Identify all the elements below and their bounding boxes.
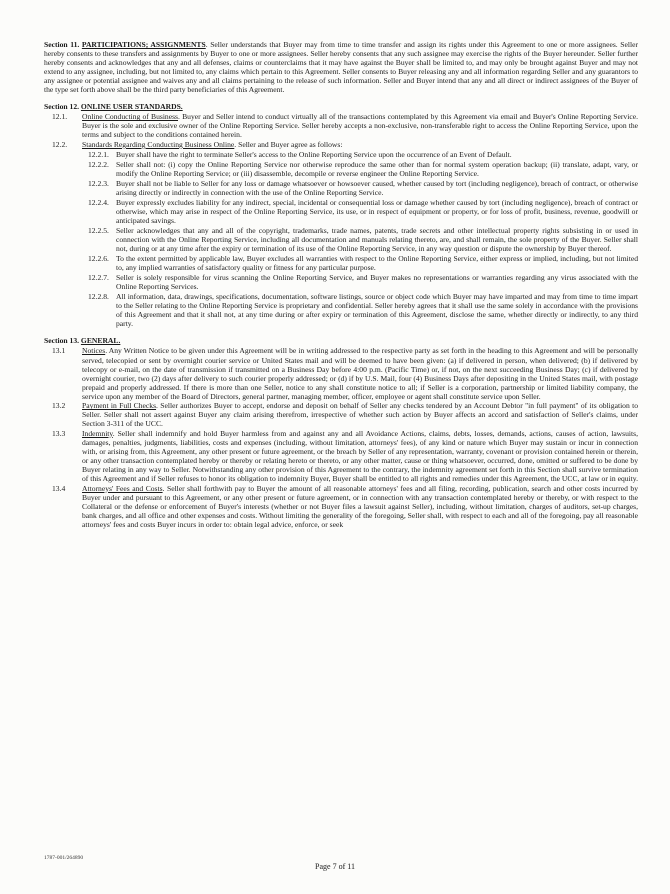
clause-text: . Seller shall indemnify and hold Buyer harmless from and against any and all Avoidance Actions, claims, debts, losses, demands, actions, causes of action, lawsuits, damages, penalties, judgments, liabilities, costs and expenses (including, without limitation, attorneys' fees), of any kind or nature which Buyer may sustain or incur in connection with, or arising from, this Agreement, any other present or future agreement, or the breach by Seller of any representation, warranty, covenant or provision contained herein or therein, or any other transaction contemplated hereby or thereby or relating hereto or thereto, or any other matter, cause or thing whatsoever, occurred, done, omitted or suffered to be done by Buyer relating in any way to Seller. Notwithstanding any other provision of this Agreement to the contrary, the indemnity agreement set forth in this Section shall survive termination of this Agreement and if Seller refuses to honor its obligation to indemnity Buyer, Buyer shall be entitled to all rights and remedies under this Agreement, the UCC, at law or in equity. <box>82 428 638 484</box>
section-13-label: Section 13. <box>44 336 80 346</box>
subclause-number: 12.2.4. <box>88 197 109 207</box>
clause-number: 13.4 <box>52 483 66 493</box>
subclause-number: 12.2.5. <box>88 225 109 235</box>
clause-13-3 <box>44 429 638 483</box>
subclause-text: Seller is solely responsible for virus scanning the Online Reporting Service, and Buyer makes no representations or warranties regarding any virus associated with the Online Reporting Services. <box>116 273 638 292</box>
subclause <box>82 179 638 197</box>
clause-text: . Buyer and Seller intend to conduct virtually all of the transactions contemplated by this Agreement via email and Buyer's Online Reporting Service. Buyer is the sole and exclusive owner of the Online Reporting Service. Seller hereby accepts a non-exclusive, non-transferable right to access the Online Reporting Service, upon the terms and subject to the conditions contained herein. <box>82 112 638 140</box>
section-12-label: Section 12. <box>44 102 80 112</box>
section-11-label: Section 11. <box>44 40 80 49</box>
clause-12-1 <box>44 112 638 139</box>
clause-number: 13.1 <box>52 346 66 356</box>
section-13-heading <box>44 336 638 345</box>
subclause-number: 12.2.2. <box>88 159 109 169</box>
section-11-title: PARTICIPATIONS; ASSIGNMENTS <box>81 40 206 49</box>
subclause <box>82 198 638 225</box>
subclause-text: Buyer shall have the right to terminate Seller's access to the Online Reporting Service upon the occurrence of an Event of Default. <box>116 149 512 159</box>
subclause-text: Buyer shall not be liable to Seller for any loss or damage whatsoever or howsoever caused, whether caused by tort (including negligence), breach of contract, or otherwise arising directly or indirectly in connection with the use of the Online Reporting Service. <box>116 178 638 197</box>
subclause-number: 12.2.3. <box>88 178 109 188</box>
clause-number: 12.1. <box>52 112 68 122</box>
clause-heading: Attorneys' Fees and Costs <box>82 483 163 493</box>
subclause-number: 12.2.8. <box>88 292 109 302</box>
subclause <box>82 273 638 291</box>
section-12-heading <box>44 102 638 111</box>
clause-heading: Notices <box>82 346 106 356</box>
clause-text: . Any Written Notice to be given under this Agreement will be in writing addressed to the respective party as set forth in the heading to this Agreement and will be personally served, telecopied or sent by overnight courier service or United States mail and will be deemed to have been given: (a) if delivered in person, when delivered; (b) if delivered by telecopy or e-mail, on the date of transmission if transmitted on a Business Day before 4:00 p.m. (Pacific Time) or, if not, on the next succeeding Business Day; (c) if delivered by overnight courier, two (2) days after delivery to such courier properly addressed; or (d) if by U.S. Mail, four (4) Business Days after depositing in the United States mail, with postage prepaid and properly addressed. If there is more than one Seller, notice to any shall constitute notice to all; if Seller is a corporation, partnership or limited liability company, the service upon any member of the Board of Directors, general partner, managing member, officer, employee or agent shall constitute service upon Seller. <box>82 346 638 401</box>
subclause <box>82 226 638 253</box>
section-11 <box>44 40 638 94</box>
clause-13-1 <box>44 346 638 400</box>
subclause-text: Buyer expressly excludes liability for any indirect, special, incidental or consequential loss or damage whether caused by tort (including negligence), breach of contract or otherwise, which may arise in respect of the Online Reporting Service, its use, or in respect of equipment or property, or for loss of profit, business, revenue, goodwill or anticipated savings. <box>116 197 638 225</box>
clause-number: 13.3 <box>52 428 66 438</box>
clause-13-2 <box>44 401 638 428</box>
subclause-text: All information, data, drawings, specifications, documentation, software listings, source or object code which Buyer may have imparted and may from time to time impart to the Seller relating to the Online Reporting Service is proprietary and confidential. Seller hereby agrees that it shall use the same solely in accordance with the provisions of this Agreement and that it shall not, at any time during or after expiry or termination of this Agreement, disclose the same, whether directly or indirectly, to any third party. <box>116 292 638 329</box>
subclause-text: Seller shall not: (i) copy the Online Reporting Service nor otherwise reproduce the same other than for normal system operation backup; (ii) translate, adapt, vary, or modify the Online Reporting Service; or (iii) disassemble, decompile or reverse engineer the Online Reporting Service. <box>116 159 638 178</box>
clause-heading: Online Conducting of Business <box>82 112 179 122</box>
section-13 <box>44 336 638 528</box>
document-id: 1787-001/264890 <box>44 855 84 861</box>
section-12 <box>44 102 638 328</box>
clause-heading: Payment in Full Checks <box>82 401 157 411</box>
document-page <box>44 40 638 529</box>
subclause-number: 12.2.7. <box>88 273 109 283</box>
clause-text: . Seller authorizes Buyer to accept, endorse and deposit on behalf of Seller any checks tendered by an Account Debtor "in full payment" of its obligation to Seller. Seller shall not assert against Buyer any claim arising therefrom, irrespective of whether such action by Buyer affects an accord and satisfaction of Seller's claims, under Section 3-311 of the UCC. <box>82 401 638 429</box>
page-number: Page 7 of 11 <box>315 862 355 871</box>
clause-text: . Seller shall forthwith pay to Buyer the amount of all reasonable attorneys' fees and all filing, recording, publication, search and other costs incurred by Buyer under and pursuant to this Agreement, or any other present or future agreement, or in connection with any transaction contemplated hereby or thereby, or with respect to the Collateral or the defense or enforcement of Buyer's interests (whether or not Buyer files a lawsuit against Seller), including, without limitation, charges of auditors, set-up charges, bank charges, and all office and other expenses and costs. Without limiting the generality of the foregoing, Seller shall, with respect to each and all of the foregoing, pay all reasonable attorneys' fees and costs Buyer incurs in order to: obtain legal advice, enforce, or seek <box>82 483 638 529</box>
clause-12-2 <box>44 140 638 149</box>
section-12-title: ONLINE USER STANDARDS. <box>80 102 183 112</box>
clause-number: 12.2. <box>52 139 68 149</box>
clause-heading: Indemnity <box>82 428 113 438</box>
subclause <box>82 160 638 178</box>
subclause <box>82 254 638 272</box>
clause-text: . Seller and Buyer agree as follows: <box>234 139 343 149</box>
subclause-text: Seller acknowledges that any and all of the copyright, trademarks, trade names, patents, trade secrets and other intellectual property rights subsisting in or used in connection with the Online Reporting Service, including all documentation and manuals relating thereto, are, and shall remain, the sole property of the Buyer. Seller shall not, during or at any time after the expiry or termination of its use of the Online Reporting Service, in any way question or dispute the ownership by Buyer thereof. <box>116 225 638 253</box>
subclause-text: To the extent permitted by applicable law, Buyer excludes all warranties with respect to the Online Reporting Service, either express or implied, including, but not limited to, any implied warranties of satisfactory quality or fitness for any particular purpose. <box>116 254 638 273</box>
section-13-title: GENERAL. <box>80 336 121 346</box>
subclause-number: 12.2.6. <box>88 254 109 264</box>
clause-13-4 <box>44 484 638 529</box>
subclause <box>82 150 638 159</box>
subclause-number: 12.2.1. <box>88 149 109 159</box>
section-11-body: . Seller understands that Buyer may from time to time transfer and assign its rights under this Agreement to one or more assignees. Seller hereby consents to these transfers and assignments by Buyer to one or more assignees. Seller hereby consents that any such assignee may exercise the rights of the Buyer hereunder. Seller further hereby consents and acknowledges that any and all defenses, claims or counterclaims that it may have against the Buyer shall be limited to, and may only be brought against Buyer and may not extend to any assignee, including, but not limited to, any claims which pertain to this Agreement. Seller consents to Buyer releasing any and all information regarding Seller and any guarantors to any assignee or potential assignee and waives any and all claims pertaining to the release of such information. Seller and Buyer intend that any and all direct or indirect assignees of the Buyer of the type set forth above shall be the third party beneficiaries of this Agreement. <box>44 40 638 95</box>
clause-heading: Standards Regarding Conducting Business Online <box>82 139 235 149</box>
subclause <box>82 292 638 328</box>
clause-number: 13.2 <box>52 401 66 411</box>
